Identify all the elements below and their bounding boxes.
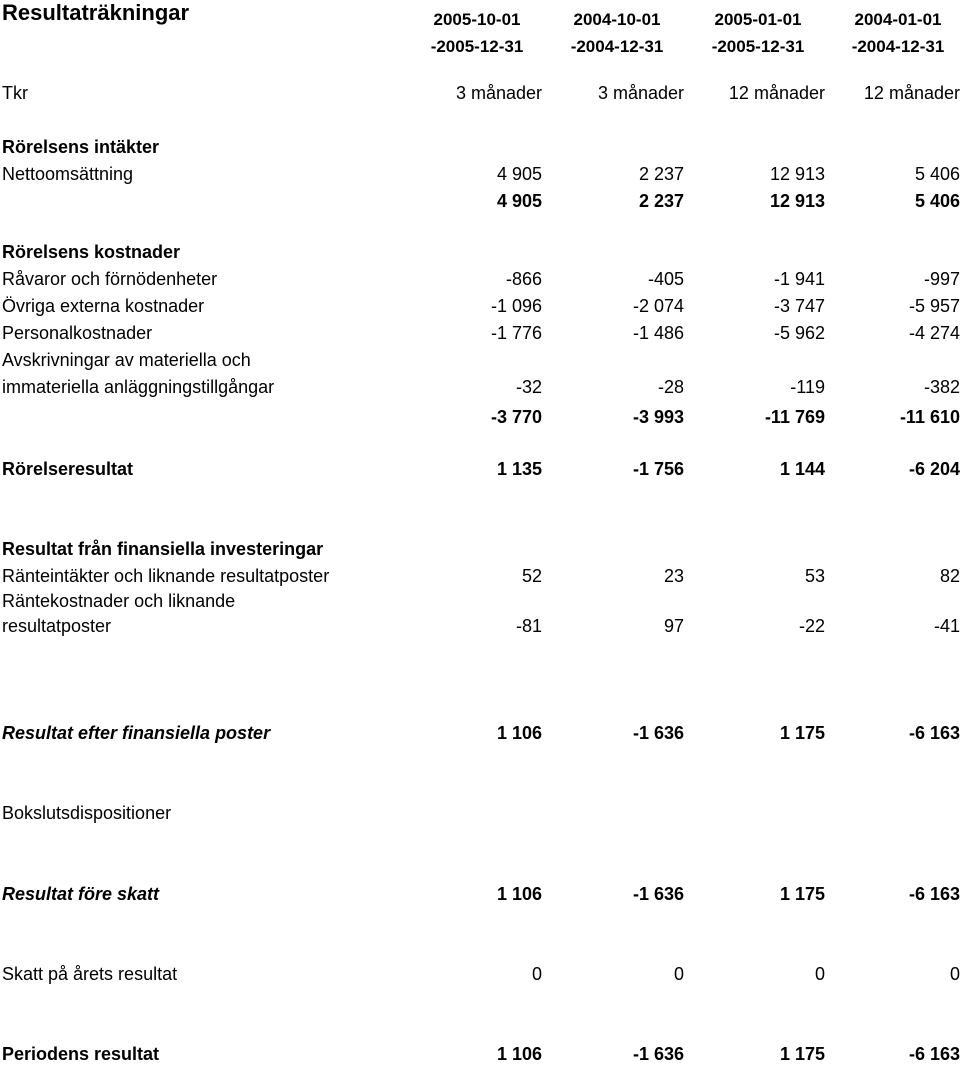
row-label: Skatt på årets resultat bbox=[2, 964, 178, 984]
cell-value: -41 bbox=[933, 616, 960, 636]
cell-value: 1 106 bbox=[496, 1044, 542, 1064]
table-row-bokslut bbox=[0, 803, 960, 829]
period-from: 2004-10-01 bbox=[573, 10, 661, 29]
table-row-avskrivningar-line1 bbox=[0, 350, 960, 376]
cell-value: -1 096 bbox=[490, 296, 542, 316]
cell-value: -382 bbox=[923, 377, 960, 397]
period-from: 2005-01-01 bbox=[714, 10, 802, 29]
period-from: 2005-10-01 bbox=[433, 10, 521, 29]
cell-value: -4 274 bbox=[908, 323, 960, 343]
page-title: Resultaträkningar bbox=[2, 0, 190, 25]
row-label: Rörelseresultat bbox=[2, 459, 134, 479]
table-row-ravaror bbox=[0, 269, 960, 295]
cell-value: -11 610 bbox=[899, 407, 960, 427]
row-label: Bokslutsdispositioner bbox=[2, 803, 172, 823]
cell-value: 1 175 bbox=[779, 1044, 825, 1064]
cell-value: -32 bbox=[515, 377, 542, 397]
cell-value: -119 bbox=[790, 377, 825, 397]
cell-value: -6 163 bbox=[908, 1044, 960, 1064]
cell-value: -3 747 bbox=[773, 296, 825, 316]
cell-value: 1 175 bbox=[779, 723, 825, 743]
table-row-efter-finansiella bbox=[0, 723, 960, 749]
table-row-ranteintakter bbox=[0, 566, 960, 592]
cell-value: 0 bbox=[531, 964, 542, 984]
cell-value: 1 106 bbox=[496, 723, 542, 743]
period-length: 12 månader bbox=[728, 83, 825, 103]
cell-value: 1 175 bbox=[779, 884, 825, 904]
subtotal-row-kostnader bbox=[0, 407, 960, 433]
period-header-2 bbox=[547, 6, 687, 60]
cell-value: -81 bbox=[515, 616, 542, 636]
cell-value: 52 bbox=[521, 566, 542, 586]
cell-value: -1 941 bbox=[773, 269, 825, 289]
cell-value: 12 913 bbox=[769, 191, 825, 211]
table-row-avskrivningar bbox=[0, 377, 960, 403]
cell-value: -1 776 bbox=[490, 323, 542, 343]
row-label: Periodens resultat bbox=[2, 1044, 160, 1064]
cell-value: -11 769 bbox=[764, 407, 825, 427]
section-label: Resultat från finansiella investeringar bbox=[2, 539, 324, 559]
cell-value: -5 957 bbox=[908, 296, 960, 316]
table-row-rorelseresultat bbox=[0, 459, 960, 485]
section-header-finansiella bbox=[0, 539, 960, 565]
cell-value: 1 144 bbox=[779, 459, 825, 479]
cell-value: 2 237 bbox=[638, 164, 684, 184]
table-row-externa bbox=[0, 296, 960, 322]
cell-value: -1 636 bbox=[632, 1044, 684, 1064]
unit-label: Tkr bbox=[2, 83, 28, 103]
cell-value: 5 406 bbox=[914, 164, 960, 184]
table-row-fore-skatt bbox=[0, 884, 960, 910]
table-row-periodens-resultat bbox=[0, 1044, 960, 1070]
cell-value: -6 163 bbox=[908, 884, 960, 904]
cell-value: -6 204 bbox=[908, 459, 960, 479]
period-header-4 bbox=[828, 6, 960, 60]
period-length: 3 månader bbox=[455, 83, 542, 103]
cell-value: 97 bbox=[663, 616, 684, 636]
row-label: Råvaror och förnödenheter bbox=[2, 269, 218, 289]
period-from: 2004-01-01 bbox=[854, 10, 942, 29]
cell-value: 0 bbox=[814, 964, 825, 984]
row-label: Avskrivningar av materiella och bbox=[2, 350, 251, 370]
row-label: Räntekostnader och liknande bbox=[2, 591, 236, 611]
cell-value: 4 905 bbox=[496, 164, 542, 184]
row-label: immateriella anläggningstillgångar bbox=[2, 377, 275, 397]
cell-value: 12 913 bbox=[769, 164, 825, 184]
section-header-kostnader bbox=[0, 242, 960, 268]
cell-value: -866 bbox=[505, 269, 542, 289]
table-row-skatt bbox=[0, 964, 960, 990]
row-label: Resultat efter finansiella poster bbox=[2, 723, 271, 743]
cell-value: -3 770 bbox=[490, 407, 542, 427]
cell-value: -1 636 bbox=[632, 884, 684, 904]
section-header-intakter bbox=[0, 137, 960, 163]
cell-value: -997 bbox=[923, 269, 960, 289]
unit-row bbox=[0, 83, 960, 109]
cell-value: 23 bbox=[663, 566, 684, 586]
cell-value: -28 bbox=[657, 377, 684, 397]
period-length: 12 månader bbox=[863, 83, 960, 103]
cell-value: 4 905 bbox=[496, 191, 542, 211]
cell-value: -2 074 bbox=[632, 296, 684, 316]
period-to: -2004-12-31 bbox=[851, 37, 945, 56]
cell-value: -22 bbox=[798, 616, 825, 636]
cell-value: 0 bbox=[949, 964, 960, 984]
cell-value: 1 106 bbox=[496, 884, 542, 904]
cell-value: -1 636 bbox=[632, 723, 684, 743]
cell-value: -3 993 bbox=[632, 407, 684, 427]
row-label: resultatposter bbox=[2, 616, 112, 636]
cell-value: 82 bbox=[939, 566, 960, 586]
cell-value: 53 bbox=[804, 566, 825, 586]
section-label: Rörelsens intäkter bbox=[2, 137, 160, 157]
cell-value: -6 163 bbox=[908, 723, 960, 743]
row-label: Nettoomsättning bbox=[2, 164, 134, 184]
table-row-rantekostnader bbox=[0, 616, 960, 642]
row-label: Ränteintäkter och liknande resultatposter bbox=[2, 566, 330, 586]
period-to: -2004-12-31 bbox=[570, 37, 664, 56]
cell-value: -1 486 bbox=[632, 323, 684, 343]
table-row-nettoomsattning bbox=[0, 164, 960, 190]
row-label: Resultat före skatt bbox=[2, 884, 160, 904]
period-header-1 bbox=[407, 6, 547, 60]
cell-value: -405 bbox=[647, 269, 684, 289]
cell-value: 2 237 bbox=[638, 191, 684, 211]
cell-value: -1 756 bbox=[632, 459, 684, 479]
row-label: Övriga externa kostnader bbox=[2, 296, 205, 316]
period-to: -2005-12-31 bbox=[711, 37, 805, 56]
period-length: 3 månader bbox=[597, 83, 684, 103]
section-label: Rörelsens kostnader bbox=[2, 242, 181, 262]
cell-value: 0 bbox=[673, 964, 684, 984]
row-label: Personalkostnader bbox=[2, 323, 153, 343]
subtotal-row-intakter bbox=[0, 191, 960, 217]
cell-value: -5 962 bbox=[773, 323, 825, 343]
table-row-rantekostnader-line1 bbox=[0, 591, 960, 617]
cell-value: 1 135 bbox=[496, 459, 542, 479]
period-header-3 bbox=[688, 6, 828, 60]
cell-value: 5 406 bbox=[914, 191, 960, 211]
period-to: -2005-12-31 bbox=[430, 37, 524, 56]
table-row-personal bbox=[0, 323, 960, 349]
